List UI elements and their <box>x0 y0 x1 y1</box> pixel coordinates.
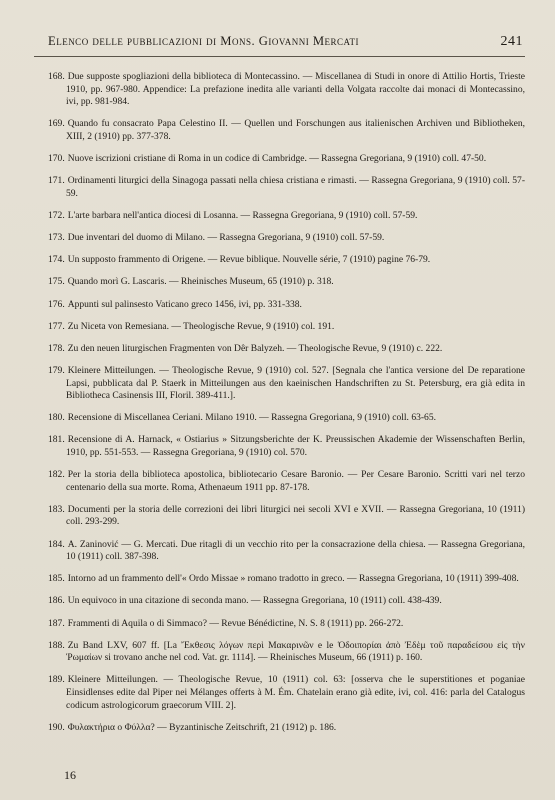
entry-number: 169. <box>48 118 65 130</box>
entry-text: Un equivoco in una citazione di seconda mano. — Rassegna Gregoriana, 10 (1911) coll. 438-439. <box>67 595 442 607</box>
entry-number: 185. <box>48 573 65 585</box>
entry-text: Due supposte spogliazioni della biblioteca di Montecassino. — Miscellanea di Studi in onore di Attilio Hortis, Trieste 1910, pp. 967-980. Appendice: La prefazione inedita alle varianti della Volgata raccolte dai monaci di Montecassino, ivi, pp. 981-984. <box>66 71 525 108</box>
entry-text: Recensione di Miscellanea Ceriani. Milano 1910. — Rassegna Gregoriana, 9 (1910) coll. 63-65. <box>67 412 436 424</box>
bibliography-entry <box>48 674 525 712</box>
entry-number: 189. <box>48 674 65 686</box>
entry-number: 183. <box>48 503 65 515</box>
entry-text: Zu den neuen liturgischen Fragmenten von Dêr Balyzeh. — Theologische Revue, 9 (1910) c. 222. <box>67 342 443 354</box>
bibliography-entry <box>48 276 525 289</box>
entry-number: 188. <box>48 639 65 651</box>
bibliography-list <box>34 71 525 734</box>
entry-text: Due inventari del duomo di Milano. — Rassegna Gregoriana, 9 (1910) coll. 57-59. <box>67 232 385 244</box>
bibliography-entry <box>48 175 525 200</box>
entry-number: 179. <box>48 364 65 376</box>
bibliography-entry <box>48 539 525 564</box>
entry-number: 176. <box>48 298 65 310</box>
bibliography-entry <box>48 412 525 425</box>
bibliography-entry <box>48 595 525 608</box>
entry-number: 172. <box>48 209 65 221</box>
entry-text: Recensione di A. Harnack, « Ostiarius » Sitzungsberichte der K. Preussischen Akademie der Wissenschaften Berlin, 1910, pp. 551-553. — Rassegna Gregoriana, 9 (1910) col. 570. <box>66 434 525 458</box>
entry-text: Documenti per la storia delle correzioni dei libri liturgici nei secoli XVI e XVII. — Rassegna Gregoriana, 10 (1911) coll. 293-299. <box>66 503 525 528</box>
entry-number: 177. <box>48 320 65 332</box>
entry-number: 175. <box>48 276 65 288</box>
bibliography-entry <box>48 365 525 403</box>
entry-number: 190. <box>48 721 65 733</box>
running-title: Elenco delle pubblicazioni di Mons. Giovanni Mercati <box>48 34 360 48</box>
entry-number: 168. <box>48 71 65 82</box>
bibliography-entry <box>48 640 525 665</box>
entry-number: 178. <box>48 342 65 354</box>
entry-text: Quando morì G. Lascaris. — Rheinisches Museum, 65 (1910) p. 318. <box>67 276 334 288</box>
bibliography-entry <box>48 210 525 223</box>
page-number: 241 <box>500 34 523 49</box>
entry-number: 187. <box>48 617 65 629</box>
bibliography-entry <box>48 722 525 735</box>
entry-number: 170. <box>48 153 65 165</box>
entry-text: Per la storia della biblioteca apostolica, bibliotecario Cesare Baronio. — Per Cesare Baronio. Scritti vari nel terzo centenario della sua morte. Roma, Athenaeum 1911 pp. 87-178. <box>66 469 525 493</box>
entry-text: Kleinere Mitteilungen. — Theologische Revue, 9 (1910) col. 527. [Segnala che l'antica versione del De reparatione Lapsi, pubblicata dal P. Staerk in Mitteilungen aus den kaeinischen Handschriften zu St. Petersburg, era già edita in Bibliotheca Casinensis III, Floril. 389-411.]. <box>66 364 525 402</box>
entry-text: Frammenti di Aquila o di Simmaco? — Revue Bénédictine, N. S. 8 (1911) pp. 266-272. <box>67 617 404 629</box>
bibliography-entry <box>48 504 525 529</box>
entry-text: Ordinamenti liturgici della Sinagoga passati nella chiesa cristiana e rimasti. — Rassegna Gregoriana, 9 (1910) coll. 57-59. <box>66 175 525 199</box>
bibliography-entry <box>48 618 525 631</box>
entry-text: Nuove iscrizioni cristiane di Roma in un codice di Cambridge. — Rassegna Gregoriana, 9 (1910) coll. 47-50. <box>67 153 487 165</box>
bibliography-entry <box>48 118 525 143</box>
entry-text: Quando fu consacrato Papa Celestino II. — Quellen und Forschungen aus italienischen Archiven und Bibliotheken, XIII, 2 (1910) pp. 377-378. <box>66 118 525 142</box>
bibliography-entry <box>48 321 525 334</box>
entry-number: 180. <box>48 412 65 424</box>
entry-text: Un supposto frammento di Origene. — Revue biblique. Nouvelle série, 7 (1910) pagine 76-79. <box>67 254 431 266</box>
bibliography-entry <box>48 71 525 109</box>
bibliography-entry <box>48 299 525 312</box>
entry-text: Appunti sul palinsesto Vaticano greco 1456, ivi, pp. 331-338. <box>67 298 302 310</box>
bibliography-entry <box>48 254 525 267</box>
bibliography-entry <box>48 469 525 494</box>
entry-number: 174. <box>48 254 65 266</box>
entry-number: 186. <box>48 595 65 607</box>
bibliography-entry <box>48 573 525 586</box>
entry-text: Kleinere Mitteilungen. — Theologische Revue, 10 (1911) col. 63: [osserva che le superstitiones et poganiae Einsidlenses edite dal Piper nei Mélanges offerts à M. Ém. Chatelain erano già edite, ivi, col. 416: parla del Catalogus codicum astrologicorum graecorum VIII. 2]. <box>66 674 525 711</box>
entry-text: Intorno ad un frammento dell'« Ordo Missae » romano tradotto in greco. — Rassegna Gregoriana, 10 (1911) 399-408. <box>67 573 519 585</box>
signature-mark: 16 <box>64 768 76 782</box>
bibliography-entry <box>48 232 525 245</box>
bibliography-entry <box>48 153 525 166</box>
entry-text: Zu Band LXV, 607 ff. [La Ἔκθεσις λόγων περὶ Μακαρινῶν e le Ὁδοιπορίαι ἀπὸ Ἐδὲμ τοῦ παραδείσου εἰς τὴν Ῥωμαίων si trovano anche nel cod. Vat. gr. 1114]. — Rheinisches Museum, 66 (1911) p. 160. <box>66 639 525 664</box>
entry-number: 181. <box>48 434 65 446</box>
entry-number: 173. <box>48 232 65 244</box>
bibliography-entry <box>48 434 525 459</box>
running-header <box>34 34 525 57</box>
entry-text: A. Zaninović — G. Mercati. Due ritagli di un vecchio rito per la consacrazione della chiesa. — Rassegna Gregoriana, 10 (1911) coll. 387-398. <box>66 538 525 563</box>
entry-number: 171. <box>48 175 65 187</box>
entry-text: Φυλακτήρια o Φύλλα? — Byzantinische Zeitschrift, 21 (1912) p. 186. <box>67 721 337 733</box>
entry-text: L'arte barbara nell'antica diocesi di Losanna. — Rassegna Gregoriana, 9 (1910) coll. 57-59. <box>67 209 418 221</box>
entry-number: 184. <box>48 538 65 550</box>
bibliography-entry <box>48 343 525 356</box>
entry-text: Zu Niceta von Remesiana. — Theologische Revue, 9 (1910) col. 191. <box>67 320 335 332</box>
entry-number: 182. <box>48 469 65 481</box>
